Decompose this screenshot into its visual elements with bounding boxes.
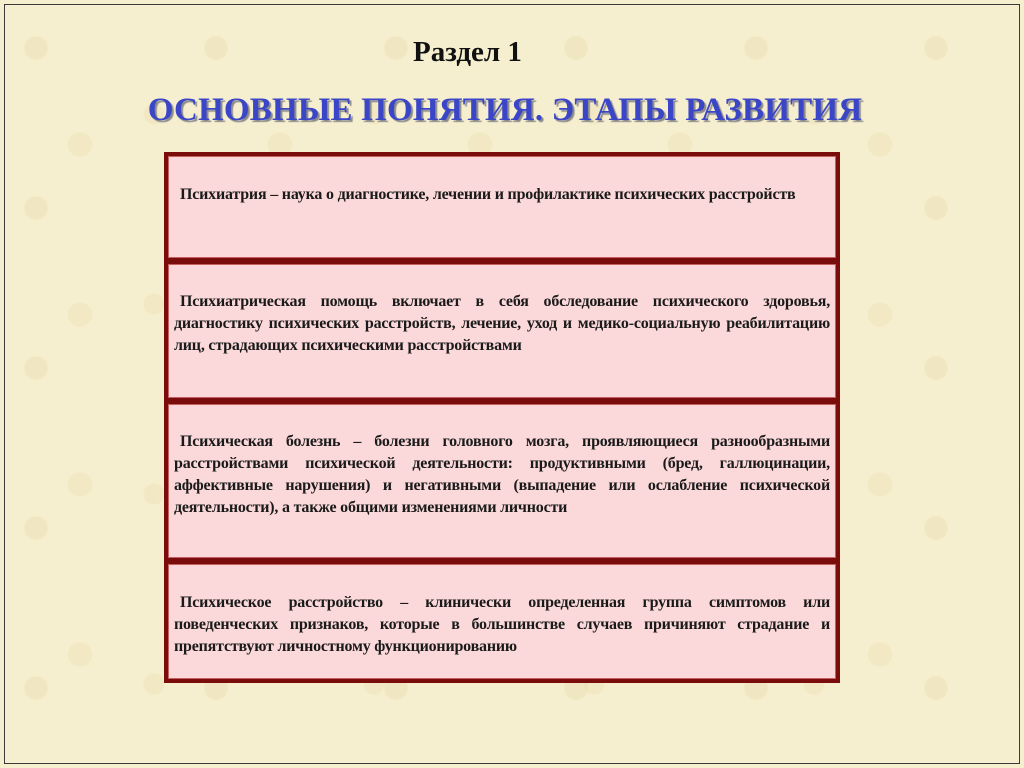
definition-text: Психическая болезнь – болезни головного мозга, проявляющиеся разнообразными расстройствами психической деятельности: продуктивными (бред, галлюцинации, аффективные нарушения) и негативными (выпадение или ослабление психической деятельности), а также общими изменениями личности	[174, 433, 830, 516]
definition-text: Психическое расстройство – клинически определенная группа симптомов или поведенческих признаков, которые в большинстве случаев причиняют страдание и препятствуют личностному функционированию	[174, 594, 830, 655]
slide-title: ОСНОВНЫЕ ПОНЯТИЯ. ЭТАПЫ РАЗВИТИЯ	[147, 92, 863, 128]
definition-box-psychiatric-care	[164, 260, 840, 402]
definition-box-mental-disorder	[164, 560, 840, 683]
definition-box-psychiatry	[164, 152, 840, 262]
definition-box-mental-illness	[164, 400, 840, 562]
section-label: Раздел 1	[413, 36, 522, 68]
definition-text: Психиатрическая помощь включает в себя обследование психического здоровья, диагностику психических расстройств, лечение, уход и медико-социальную реабилитацию лиц, страдающих психическими расстройствами	[174, 293, 830, 354]
definition-text: Психиатрия – наука о диагностике, лечении и профилактике психических расстройств	[180, 186, 796, 203]
